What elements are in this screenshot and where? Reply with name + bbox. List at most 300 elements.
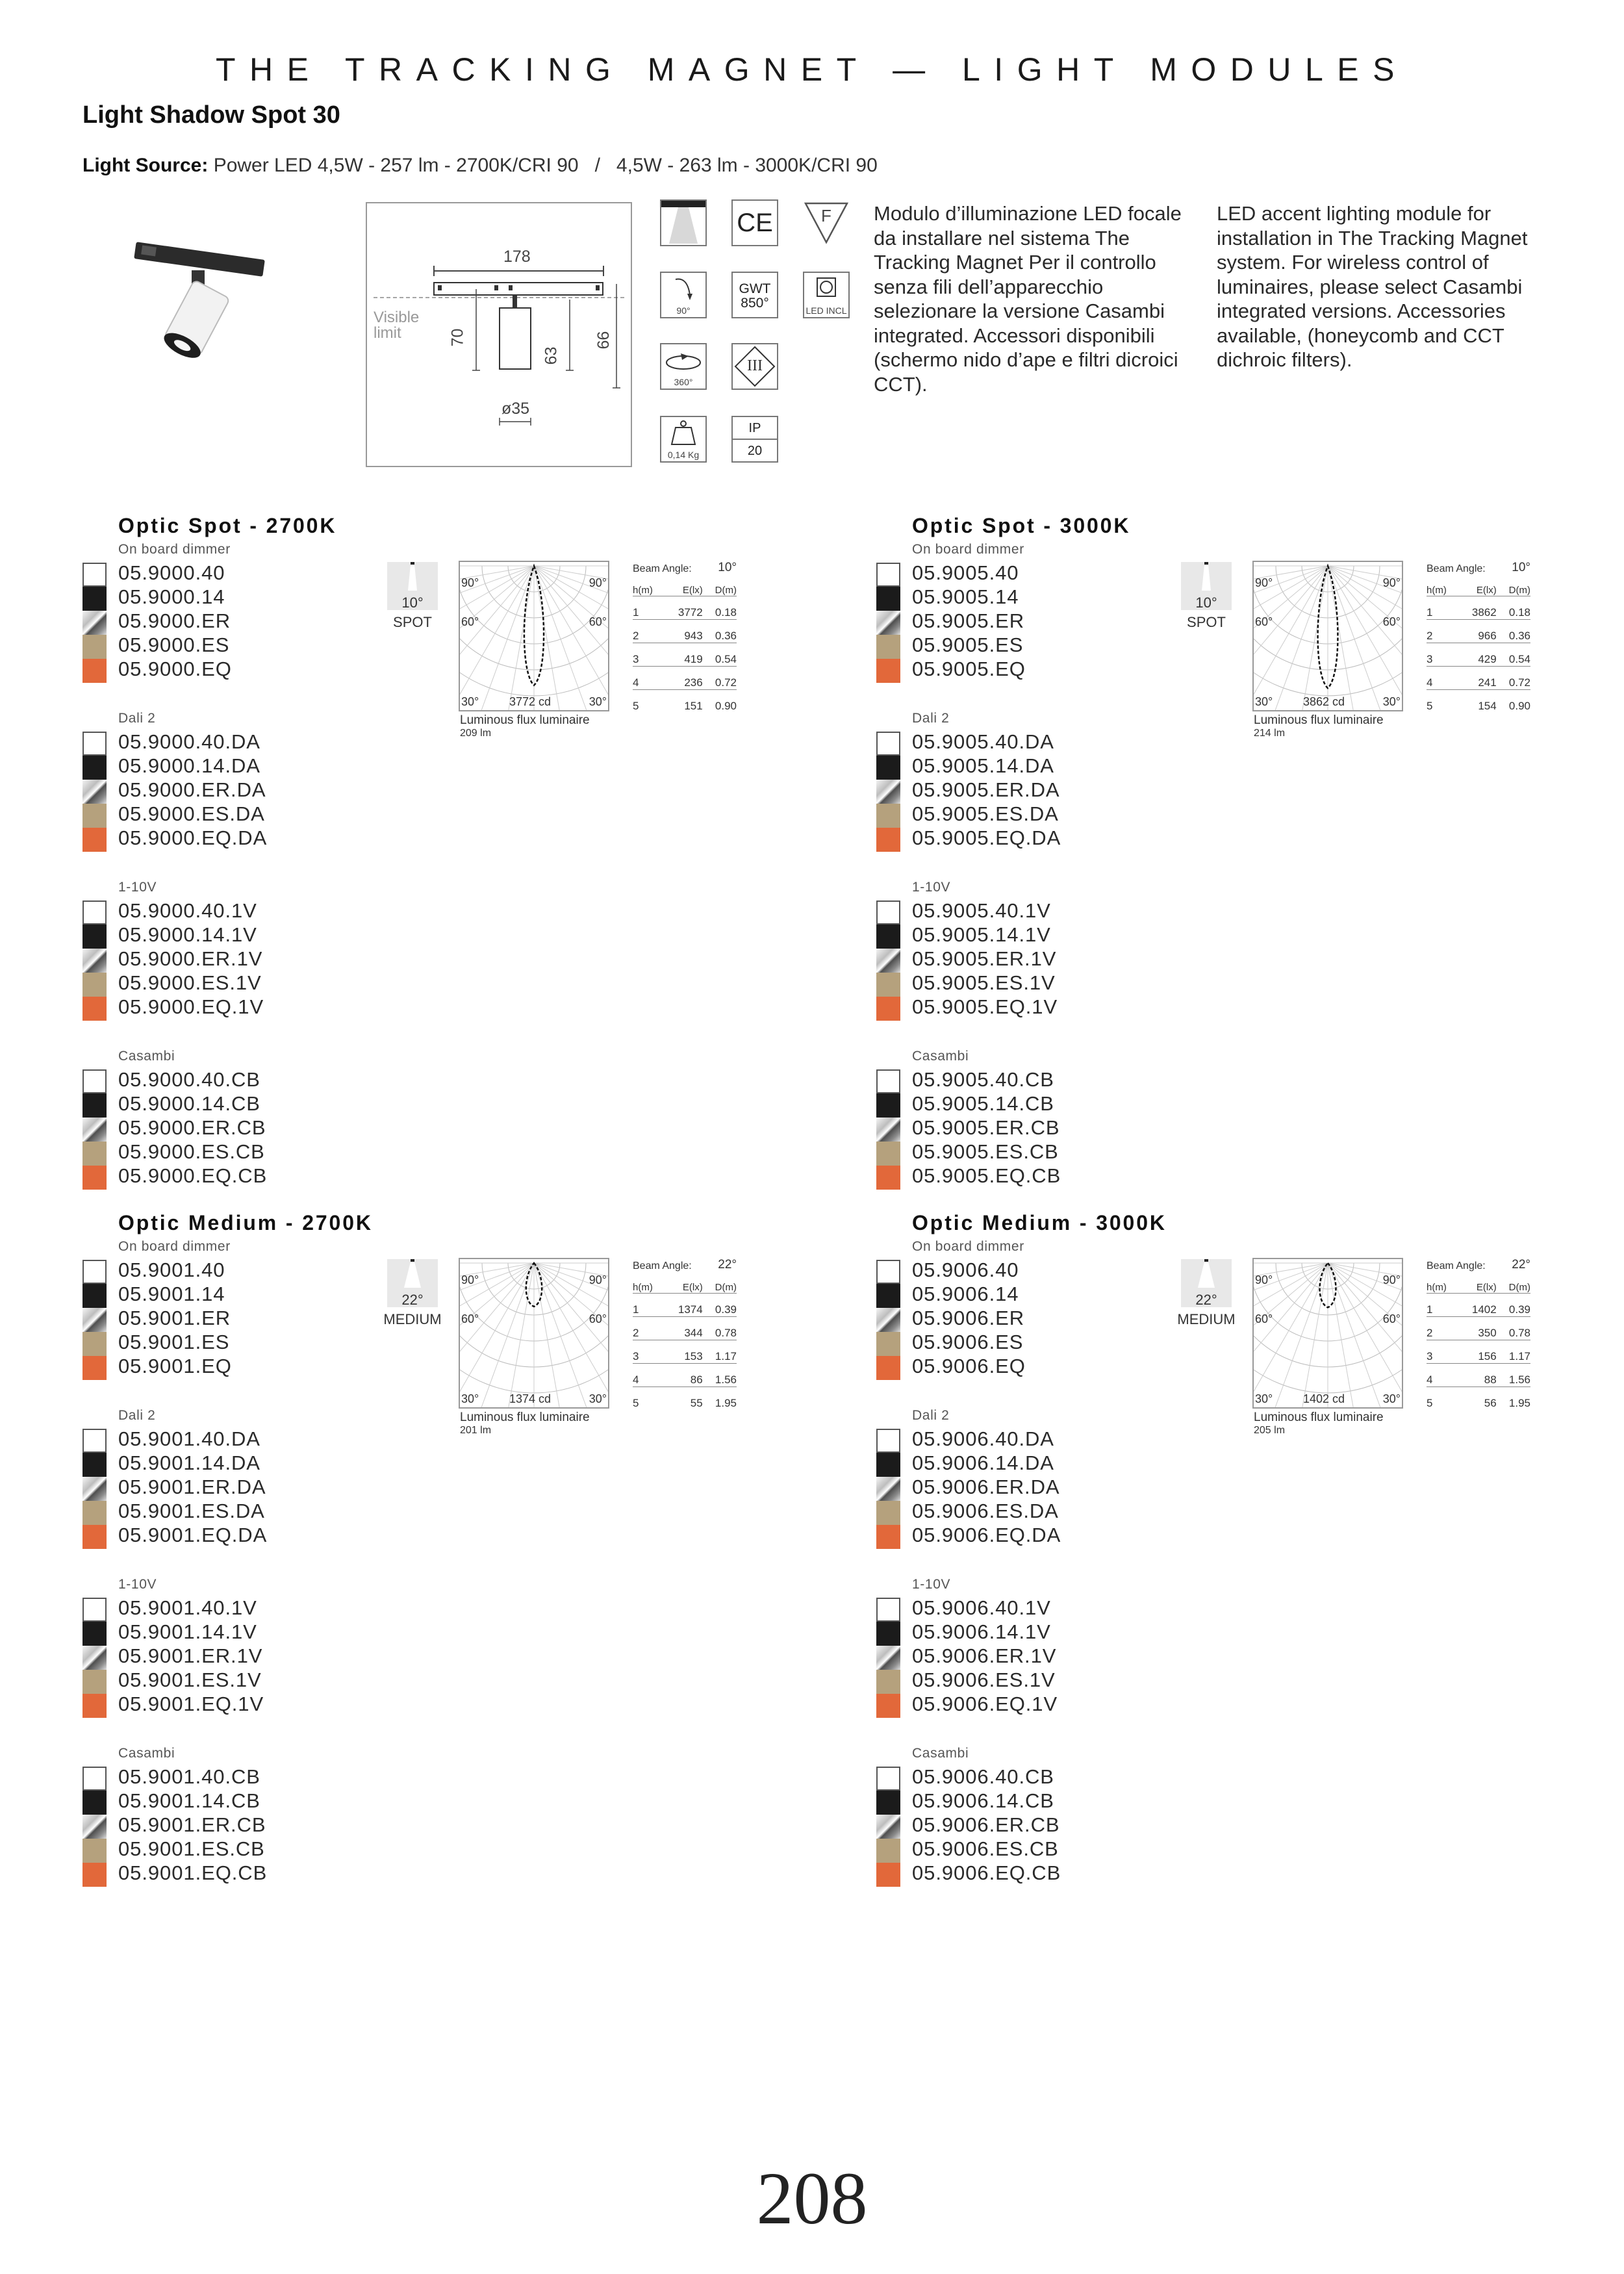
finish-swatch-white — [876, 1598, 900, 1622]
product-code: 05.9001.ER.CB — [118, 1813, 266, 1836]
illuminance-grid — [633, 1273, 737, 1410]
table-cell: 156 — [1458, 1340, 1496, 1364]
gwt-value: 850° — [741, 296, 769, 311]
product-code: 05.9006.ES.DA — [912, 1500, 1059, 1522]
light-source-text: Power LED 4,5W - 257 lm - 2700K/CRI 90 / 4,5W - 263 lm - 3000K/CRI 90 — [213, 155, 878, 176]
finish-swatch-black — [82, 587, 107, 611]
group-label: Casambi — [118, 1746, 175, 1761]
product-code: 05.9001.40 — [118, 1258, 225, 1281]
finish-swatch-white — [876, 1429, 900, 1453]
table-cell: 5 — [633, 1397, 639, 1409]
product-code: 05.9006.EQ.1V — [912, 1693, 1058, 1715]
group-label: 1-10V — [118, 880, 157, 895]
group-label: 1-10V — [118, 1577, 157, 1592]
section-title: Optic Spot - 2700K — [118, 514, 337, 537]
table-cell: 5 — [1427, 700, 1433, 712]
product-code: 05.9001.ER — [118, 1307, 231, 1329]
product-code: 05.9006.ES — [912, 1331, 1024, 1353]
product-code: 05.9005.14.1V — [912, 923, 1051, 946]
product-code: 05.9001.ER.1V — [118, 1644, 263, 1667]
weight-value: 0,14 Kg — [667, 450, 700, 460]
table-cell: 1402 — [1458, 1294, 1496, 1317]
polar-peak-value: 1374 cd — [509, 1392, 552, 1405]
product-code: 05.9005.ES — [912, 633, 1024, 656]
product-section — [0, 697, 793, 1884]
product-code: 05.9005.40.1V — [912, 899, 1051, 922]
finish-swatch-orange — [876, 1694, 900, 1718]
table-cell: 350 — [1458, 1317, 1496, 1340]
finish-swatch-black — [876, 1284, 900, 1308]
polar-90-left: 90° — [461, 576, 479, 589]
table-cell: 1 — [633, 1294, 664, 1317]
table-row — [633, 643, 737, 667]
polar-90-right: 90° — [589, 576, 607, 589]
dim-total-height: 99 — [593, 331, 612, 350]
table-cell: 2 — [1427, 1317, 1458, 1340]
finish-swatch-bronze — [82, 635, 107, 659]
product-code: 05.9001.ES.DA — [118, 1500, 265, 1522]
product-code: 05.9006.ER — [912, 1307, 1025, 1329]
table-header-row — [1427, 1273, 1530, 1294]
finish-swatch-orange — [82, 1356, 107, 1380]
product-code: 05.9005.14 — [912, 585, 1019, 608]
polar-60-left: 60° — [1255, 1312, 1273, 1325]
flux-value: 214 lm — [1254, 728, 1286, 739]
table-header-cell: D(m) — [703, 1273, 737, 1294]
table-cell: 0.18 — [703, 596, 737, 620]
product-code: 05.9006.40.CB — [912, 1765, 1054, 1788]
beam-name: MEDIUM — [1177, 1311, 1236, 1327]
table-cell: 3 — [1427, 1340, 1458, 1364]
product-code: 05.9001.EQ.1V — [118, 1693, 264, 1715]
table-row — [633, 1317, 737, 1340]
product-code: 05.9006.EQ.DA — [912, 1524, 1061, 1546]
gwt-label: GWT — [739, 281, 771, 296]
polar-60-left: 60° — [1255, 615, 1273, 628]
polar-90-right: 90° — [589, 1273, 607, 1286]
table-cell: 1 — [1427, 596, 1458, 620]
dim-body-height: 70 — [448, 328, 467, 347]
product-code: 05.9001.40.1V — [118, 1596, 257, 1619]
group-label: Casambi — [912, 1746, 969, 1761]
flux-label: Luminous flux luminaire — [1254, 713, 1384, 727]
product-code: 05.9001.40.CB — [118, 1765, 260, 1788]
product-section — [0, 0, 793, 1187]
product-code: 05.9005.EQ.1V — [912, 995, 1058, 1018]
product-code: 05.9005.40.CB — [912, 1068, 1054, 1091]
table-row — [1427, 643, 1530, 667]
finish-swatch-chrome — [82, 1477, 107, 1501]
product-code: 05.9005.EQ.DA — [912, 826, 1061, 849]
product-code: 05.9001.ES.1V — [118, 1668, 262, 1691]
finish-swatch-chrome — [82, 611, 107, 635]
product-code: 05.9000.EQ.CB — [118, 1164, 268, 1187]
table-row — [1427, 620, 1530, 643]
product-code: 05.9006.ES.CB — [912, 1837, 1059, 1860]
finish-swatch-bronze — [82, 1839, 107, 1863]
product-code: 05.9005.EQ — [912, 658, 1026, 680]
beam-angle-value: 10° — [718, 561, 737, 574]
table-cell: 0.72 — [703, 667, 737, 690]
finish-swatch-white — [82, 1767, 107, 1791]
finish-swatch-bronze — [82, 1332, 107, 1356]
table-cell: 0.54 — [703, 643, 737, 667]
finish-swatch-black — [876, 1791, 900, 1815]
polar-30-right: 30° — [1382, 1392, 1401, 1405]
table-cell: 429 — [1458, 643, 1496, 667]
table-cell: 943 — [664, 620, 702, 643]
table-header-row — [633, 1273, 737, 1294]
product-code: 05.9000.40.1V — [118, 899, 257, 922]
product-code: 05.9001.14 — [118, 1283, 225, 1305]
table-cell: 1.17 — [1497, 1340, 1530, 1364]
table-cell: 86 — [664, 1364, 702, 1387]
product-code: 05.9006.ER.CB — [912, 1813, 1060, 1836]
product-code: 05.9001.ER.DA — [118, 1476, 266, 1498]
group-label: On board dimmer — [118, 1239, 231, 1254]
finish-swatch-chrome — [82, 1308, 107, 1332]
table-row — [1427, 1340, 1530, 1364]
illuminance-table — [633, 1258, 737, 1410]
group-label: Casambi — [912, 1049, 969, 1064]
polar-30-right: 30° — [589, 1392, 607, 1405]
description-english: LED accent lighting module for installation in The Tracking Magnet system. For wireless control of luminaires, please select Casambi integrated versions. Accessories available, (honeycomb and CCT dichroic filters). — [1217, 202, 1528, 371]
product-code: 05.9000.14.1V — [118, 923, 257, 946]
product-code: 05.9005.EQ.CB — [912, 1164, 1061, 1187]
finish-swatch-bronze — [876, 635, 900, 659]
ip-value: 20 — [731, 439, 778, 463]
finish-swatch-orange — [876, 1356, 900, 1380]
finish-swatch-orange — [876, 1525, 900, 1549]
flux-value: 209 lm — [460, 728, 492, 739]
table-header-cell: D(m) — [703, 576, 737, 596]
product-section — [794, 0, 1586, 1187]
table-header-cell: h(m) — [1427, 1273, 1458, 1294]
product-code: 05.9005.14.DA — [912, 754, 1054, 777]
table-cell: 0.90 — [715, 700, 737, 712]
illuminance-table — [633, 561, 737, 713]
product-code: 05.9005.ER.DA — [912, 778, 1060, 801]
table-cell: 0.72 — [1497, 667, 1530, 690]
product-code: 05.9000.14 — [118, 585, 225, 608]
product-code: 05.9005.ER — [912, 609, 1025, 632]
finish-swatch-chrome — [82, 1815, 107, 1839]
table-row — [1427, 596, 1530, 620]
finish-swatch-bronze — [876, 1501, 900, 1525]
table-row — [633, 596, 737, 620]
section-title: Optic Medium - 2700K — [118, 1211, 373, 1234]
table-cell: 55 — [690, 1397, 703, 1409]
product-code: 05.9000.40 — [118, 561, 225, 584]
product-code: 05.9000.ES.1V — [118, 971, 262, 994]
table-header-cell: h(m) — [633, 1273, 664, 1294]
finish-swatch-chrome — [876, 1815, 900, 1839]
product-code: 05.9000.EQ.DA — [118, 826, 268, 849]
product-code: 05.9005.ES.CB — [912, 1140, 1059, 1163]
dim-mid-height: 63 — [542, 346, 561, 365]
finish-swatch-orange — [82, 1694, 107, 1718]
group-label: Dali 2 — [118, 711, 156, 726]
polar-peak-value: 1402 cd — [1303, 1392, 1345, 1405]
beam-angle-label: Beam Angle: — [633, 563, 692, 574]
finish-swatch-black — [876, 1622, 900, 1646]
table-header-cell: E(lx) — [664, 576, 702, 596]
product-code: 05.9001.40.DA — [118, 1427, 260, 1450]
table-cell: 966 — [1458, 620, 1496, 643]
table-cell: 151 — [684, 700, 703, 712]
product-code: 05.9005.ER.1V — [912, 947, 1057, 970]
table-cell: 0.36 — [703, 620, 737, 643]
product-code: 05.9000.ER.CB — [118, 1116, 266, 1139]
table-header-cell: h(m) — [633, 576, 664, 596]
finish-swatch-chrome — [876, 1646, 900, 1670]
finish-swatch-orange — [876, 659, 900, 683]
product-code: 05.9001.14.CB — [118, 1789, 260, 1812]
table-cell: 1374 — [664, 1294, 702, 1317]
table-row — [1427, 1317, 1530, 1340]
polar-90-right: 90° — [1382, 576, 1401, 589]
table-cell: 56 — [1484, 1397, 1497, 1409]
finish-swatch-black — [876, 587, 900, 611]
finish-swatch-orange — [82, 659, 107, 683]
table-header-cell: D(m) — [1497, 576, 1530, 596]
product-code: 05.9006.ER.1V — [912, 1644, 1057, 1667]
finish-swatch-white — [82, 563, 107, 587]
beam-angle-label: Beam Angle: — [1427, 1260, 1486, 1271]
product-name: Light Shadow Spot 30 — [82, 101, 340, 129]
finish-swatch-bronze — [876, 1839, 900, 1863]
group-label: On board dimmer — [118, 542, 231, 557]
group-label: 1-10V — [912, 1577, 951, 1592]
table-row — [1427, 1364, 1530, 1387]
product-code: 05.9000.ES.CB — [118, 1140, 265, 1163]
beam-name: SPOT — [393, 614, 432, 630]
group-label: Casambi — [118, 1049, 175, 1064]
product-code: 05.9001.EQ.DA — [118, 1524, 268, 1546]
polar-90-left: 90° — [1255, 1273, 1273, 1286]
polar-diagram — [1252, 561, 1403, 711]
group-label: Dali 2 — [912, 1408, 950, 1423]
table-row — [633, 620, 737, 643]
product-code: 05.9000.EQ — [118, 658, 232, 680]
finish-swatch-bronze — [82, 1670, 107, 1694]
finish-swatch-chrome — [876, 1308, 900, 1332]
polar-30-right: 30° — [589, 695, 607, 708]
table-row — [1427, 1387, 1530, 1411]
product-code: 05.9006.14.DA — [912, 1451, 1054, 1474]
product-section — [794, 697, 1586, 1884]
finish-swatch-chrome — [876, 1477, 900, 1501]
tilt-value: 90° — [676, 305, 691, 316]
product-code: 05.9005.ES.DA — [912, 802, 1059, 825]
table-header-cell: h(m) — [1427, 576, 1458, 596]
finish-swatch-bronze — [876, 1670, 900, 1694]
finish-swatch-black — [82, 1284, 107, 1308]
product-code: 05.9000.14.DA — [118, 754, 260, 777]
illuminance-grid — [633, 576, 737, 713]
product-code: 05.9000.40.CB — [118, 1068, 260, 1091]
polar-90-left: 90° — [1255, 576, 1273, 589]
polar-30-left: 30° — [1255, 1392, 1273, 1405]
polar-60-right: 60° — [589, 615, 607, 628]
product-code: 05.9005.40.DA — [912, 730, 1054, 753]
polar-peak-value: 3772 cd — [509, 695, 552, 708]
product-code: 05.9001.EQ.CB — [118, 1861, 268, 1884]
polar-diagram — [459, 561, 609, 711]
polar-60-left: 60° — [461, 615, 479, 628]
table-cell: 236 — [664, 667, 702, 690]
finish-swatch-orange — [82, 1863, 107, 1887]
product-code: 05.9006.ES.1V — [912, 1668, 1056, 1691]
table-cell: 3862 — [1458, 596, 1496, 620]
page-number: 208 — [756, 2157, 868, 2240]
finish-swatch-chrome — [82, 1646, 107, 1670]
polar-diagram — [459, 1258, 609, 1409]
beam-degree: 22° — [1195, 1292, 1217, 1308]
table-cell: 241 — [1458, 667, 1496, 690]
product-code: 05.9006.40.DA — [912, 1427, 1054, 1450]
rotate-value: 360° — [674, 377, 693, 387]
illuminance-grid — [1427, 576, 1530, 713]
page-title: THE TRACKING MAGNET — LIGHT MODULES — [216, 51, 1408, 88]
illuminance-grid — [1427, 1273, 1530, 1410]
polar-90-left: 90° — [461, 1273, 479, 1286]
product-code: 05.9001.ES.CB — [118, 1837, 265, 1860]
table-row — [633, 667, 737, 690]
table-cell: 153 — [664, 1340, 702, 1364]
table-cell: 1 — [633, 596, 664, 620]
table-row — [633, 1294, 737, 1317]
product-code: 05.9000.ES — [118, 633, 230, 656]
table-cell: 0.18 — [1497, 596, 1530, 620]
product-code: 05.9005.40 — [912, 561, 1019, 584]
ip-label: IP — [731, 416, 778, 440]
table-row — [633, 1340, 737, 1364]
beam-angle-value: 22° — [1512, 1258, 1530, 1271]
finish-swatch-white — [876, 563, 900, 587]
table-header-row — [633, 576, 737, 596]
polar-90-right: 90° — [1382, 1273, 1401, 1286]
dim-width: 178 — [503, 248, 531, 266]
table-cell: 3 — [633, 1340, 664, 1364]
group-label: On board dimmer — [912, 542, 1024, 557]
flux-value: 201 lm — [460, 1425, 492, 1436]
beam-degree: 10° — [401, 594, 424, 611]
beam-degree: 10° — [1195, 594, 1217, 611]
f-mark-text: F — [821, 206, 831, 225]
finish-swatch-black — [82, 1622, 107, 1646]
finish-swatch-bronze — [876, 1332, 900, 1356]
product-code: 05.9005.ES.1V — [912, 971, 1056, 994]
product-code: 05.9001.ES — [118, 1331, 230, 1353]
table-header-row — [1427, 576, 1530, 596]
light-source-label: Light Source: — [82, 155, 209, 176]
polar-60-left: 60° — [461, 1312, 479, 1325]
finish-swatch-white — [82, 1429, 107, 1453]
table-row — [1427, 1294, 1530, 1317]
table-cell: 154 — [1478, 700, 1497, 712]
product-code: 05.9006.40.1V — [912, 1596, 1051, 1619]
product-code: 05.9000.ER.DA — [118, 778, 266, 801]
table-cell: 0.78 — [703, 1317, 737, 1340]
group-label: Dali 2 — [912, 711, 950, 726]
illuminance-table — [1427, 561, 1530, 713]
illuminance-table — [1427, 1258, 1530, 1410]
table-cell: 3772 — [664, 596, 702, 620]
finish-swatch-black — [82, 1791, 107, 1815]
polar-30-left: 30° — [1255, 695, 1273, 708]
beam-degree: 22° — [401, 1292, 424, 1308]
table-cell: 1.95 — [1508, 1397, 1530, 1409]
product-code: 05.9006.14 — [912, 1283, 1019, 1305]
table-cell: 4 — [1427, 667, 1458, 690]
table-cell: 2 — [633, 620, 664, 643]
product-code: 05.9006.EQ — [912, 1355, 1026, 1377]
finish-swatch-white — [876, 1767, 900, 1791]
beam-angle-row — [1427, 1258, 1530, 1273]
beam-angle-row — [633, 1258, 737, 1273]
product-code: 05.9000.ER.1V — [118, 947, 263, 970]
table-row — [633, 1364, 737, 1387]
dim-diameter: ø35 — [501, 400, 530, 418]
finish-swatch-black — [876, 1453, 900, 1477]
ce-text: CE — [737, 209, 773, 237]
product-code: 05.9001.EQ — [118, 1355, 232, 1377]
product-code: 05.9001.14.DA — [118, 1451, 260, 1474]
table-cell: 2 — [633, 1317, 664, 1340]
table-row — [633, 1387, 737, 1411]
product-code: 05.9001.14.1V — [118, 1620, 257, 1643]
product-code: 05.9000.ER — [118, 609, 231, 632]
finish-swatch-white — [82, 1260, 107, 1284]
table-header-cell: D(m) — [1497, 1273, 1530, 1294]
product-code: 05.9000.ES.DA — [118, 802, 265, 825]
table-cell: 0.90 — [1508, 700, 1530, 712]
table-cell: 1.56 — [1497, 1364, 1530, 1387]
table-header-cell: E(lx) — [1458, 576, 1496, 596]
table-cell: 4 — [1427, 1364, 1458, 1387]
table-cell: 0.36 — [1497, 620, 1530, 643]
product-code: 05.9006.40 — [912, 1258, 1019, 1281]
beam-angle-label: Beam Angle: — [1427, 563, 1486, 574]
beam-angle-row — [633, 561, 737, 576]
table-cell: 0.39 — [703, 1294, 737, 1317]
polar-60-right: 60° — [589, 1312, 607, 1325]
flux-label: Luminous flux luminaire — [460, 713, 590, 727]
finish-swatch-white — [876, 1260, 900, 1284]
table-cell: 0.54 — [1497, 643, 1530, 667]
product-code: 05.9005.ER.CB — [912, 1116, 1060, 1139]
finish-swatch-chrome — [876, 611, 900, 635]
product-code: 05.9006.14.CB — [912, 1789, 1054, 1812]
polar-30-right: 30° — [1382, 695, 1401, 708]
table-cell: 5 — [633, 700, 639, 712]
table-cell: 0.78 — [1497, 1317, 1530, 1340]
polar-peak-value: 3862 cd — [1303, 695, 1345, 708]
table-row — [1427, 667, 1530, 690]
finish-swatch-orange — [82, 1525, 107, 1549]
table-cell: 3 — [1427, 643, 1458, 667]
polar-30-left: 30° — [461, 695, 479, 708]
product-code: 05.9000.40.DA — [118, 730, 260, 753]
finish-swatch-black — [82, 1453, 107, 1477]
product-code: 05.9006.14.1V — [912, 1620, 1051, 1643]
beam-angle-label: Beam Angle: — [633, 1260, 692, 1271]
polar-60-right: 60° — [1382, 615, 1401, 628]
beam-angle-value: 10° — [1512, 561, 1530, 574]
product-code: 05.9006.ER.DA — [912, 1476, 1060, 1498]
section-title: Optic Spot - 3000K — [912, 514, 1131, 537]
